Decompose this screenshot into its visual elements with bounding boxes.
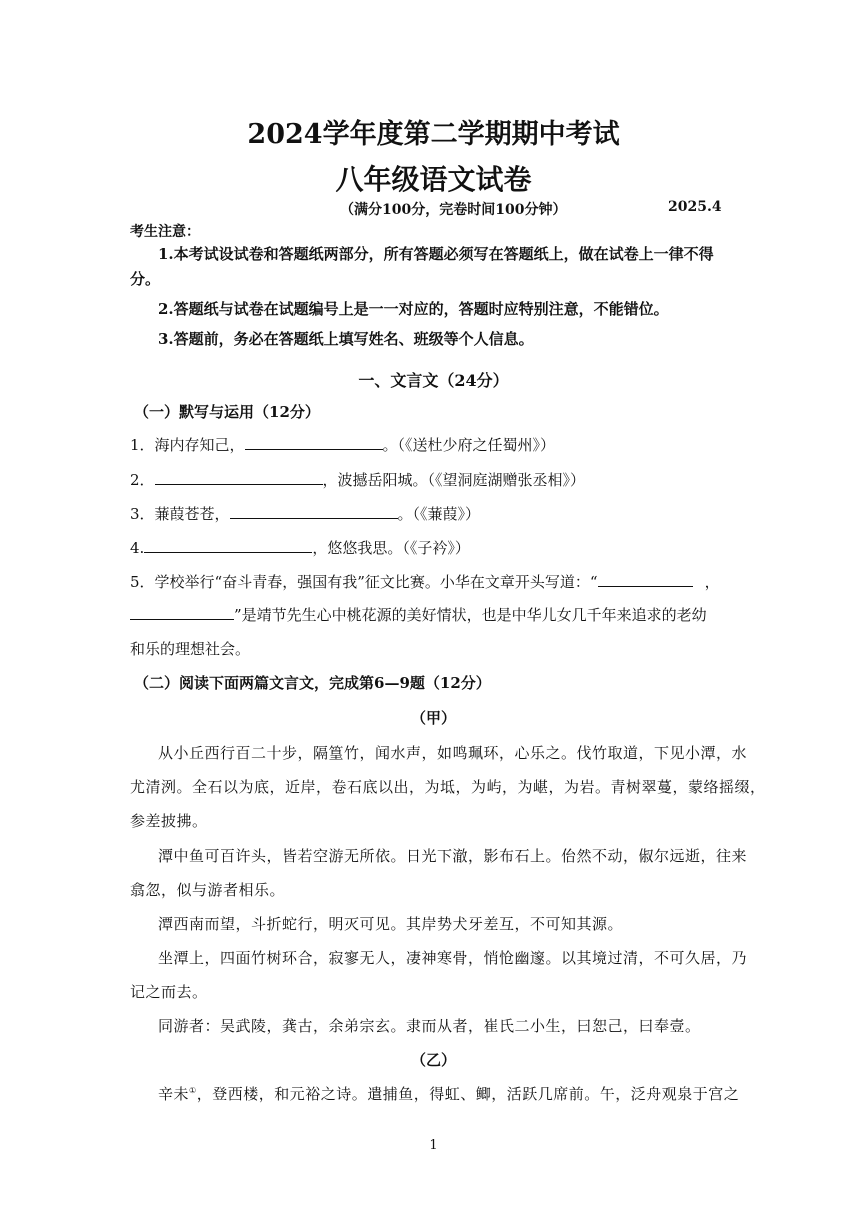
- question-1-source: 。（《送杜少府之任蜀州》）: [382, 436, 556, 454]
- passage-yi-text: ，登西楼，和元裕之诗。遣捕鱼，得虹、鲫，活跃几席前。午，泛舟观泉于宫之: [196, 1085, 740, 1103]
- passage-jia-line: 从小丘西行百二十步，隔篁竹，闻水声，如鸣珮环，心乐之。伐竹取道，下见小潭，水: [158, 744, 748, 762]
- exam-info: （满分100分，完卷时间100分钟）: [340, 202, 567, 218]
- section-heading: 一、文言文（24分）: [358, 371, 509, 390]
- notice-item-2: 2.答题纸与试卷在试题编号上是一一对应的，答题时应特别注意，不能错位。: [158, 300, 669, 318]
- answer-blank: [230, 504, 398, 519]
- passage-yi-label: （乙）: [410, 1051, 456, 1069]
- answer-blank: [130, 605, 234, 620]
- answer-blank: [155, 470, 323, 485]
- passage-jia-line: 记之而去。: [130, 983, 208, 1001]
- passage-yi-date: 辛未: [158, 1085, 190, 1103]
- question-5: [130, 571, 720, 592]
- footnote-marker: ①: [189, 1086, 197, 1095]
- question-1-text: 1．海内存知己，: [130, 436, 245, 454]
- question-3-source: 。（《蒹葭》）: [397, 505, 481, 523]
- passage-jia-label: （甲）: [410, 709, 456, 727]
- page-number: 1: [429, 1138, 438, 1153]
- passage-yi-line: [158, 1083, 739, 1104]
- question-5-line-2: [130, 604, 707, 625]
- passage-jia-line: 翕忽，似与游者相乐。: [130, 881, 286, 899]
- notice-item-3: 3.答题前，务必在答题纸上填写姓名、班级等个人信息。: [158, 330, 534, 348]
- part1-heading: （一）默写与运用（12分）: [134, 403, 320, 421]
- question-1: [130, 434, 555, 455]
- question-2-num: 2．: [130, 471, 155, 489]
- passage-jia-line: 同游者：吴武陵，龚古，余弟宗玄。隶而从者，崔氏二小生，曰恕己，曰奉壹。: [158, 1017, 701, 1035]
- exam-subtitle: 八年级语文试卷: [335, 163, 532, 196]
- notice-item-1-cont: 分。: [130, 270, 161, 288]
- answer-blank: [245, 435, 383, 450]
- question-4-text: ，悠悠我思。（《子衿》）: [312, 539, 470, 557]
- question-3-text: 3．蒹葭苍苍，: [130, 505, 230, 523]
- notice-heading: 考生注意：: [130, 224, 200, 240]
- question-5-text: 5．学校举行“奋斗青春，强国有我”征文比赛。小华在文章开头写道：“: [130, 573, 598, 591]
- question-2-text: ，波撼岳阳城。（《望洞庭湖赠张丞相》）: [322, 471, 586, 489]
- passage-jia-line: 潭西南而望，斗折蛇行，明灭可见。其岸势犬牙差互，不可知其源。: [158, 915, 624, 933]
- part2-heading: （二）阅读下面两篇文言文，完成第6—9题（12分）: [134, 674, 491, 692]
- answer-blank: [598, 572, 693, 587]
- answer-blank: [144, 538, 312, 553]
- question-2: [130, 469, 585, 490]
- question-5-line-3: 和乐的理想社会。: [130, 640, 251, 658]
- question-3: [130, 503, 480, 524]
- exam-date: 2025.4: [668, 199, 722, 215]
- passage-jia-line: 尤清洌。全石以为底，近岸，卷石底以出，为坻，为屿，为嵁，为岩。青树翠蔓，蒙络摇缀，: [130, 778, 766, 796]
- question-4: [130, 537, 470, 558]
- notice-item-1: 1.本考试设试卷和答题纸两部分，所有答题必须写在答题纸上，做在试卷上一律不得: [158, 245, 714, 263]
- question-5-comma: ，: [704, 573, 720, 591]
- question-4-num: 4.: [130, 539, 145, 557]
- passage-jia-line: 潭中鱼可百许头，皆若空游无所依。日光下澈，影布石上。佁然不动，俶尔远逝，往来: [158, 847, 748, 865]
- question-5-text-2: ”是靖节先生心中桃花源的美好情状，也是中华儿女几千年来追求的老幼: [234, 606, 707, 624]
- passage-jia-line: 坐潭上，四面竹树环合，寂寥无人，凄神寒骨，悄怆幽邃。以其境过清，不可久居，乃: [158, 949, 748, 967]
- passage-jia-line: 参差披拂。: [130, 812, 208, 830]
- exam-title: 2024学年度第二学期期中考试: [247, 119, 620, 150]
